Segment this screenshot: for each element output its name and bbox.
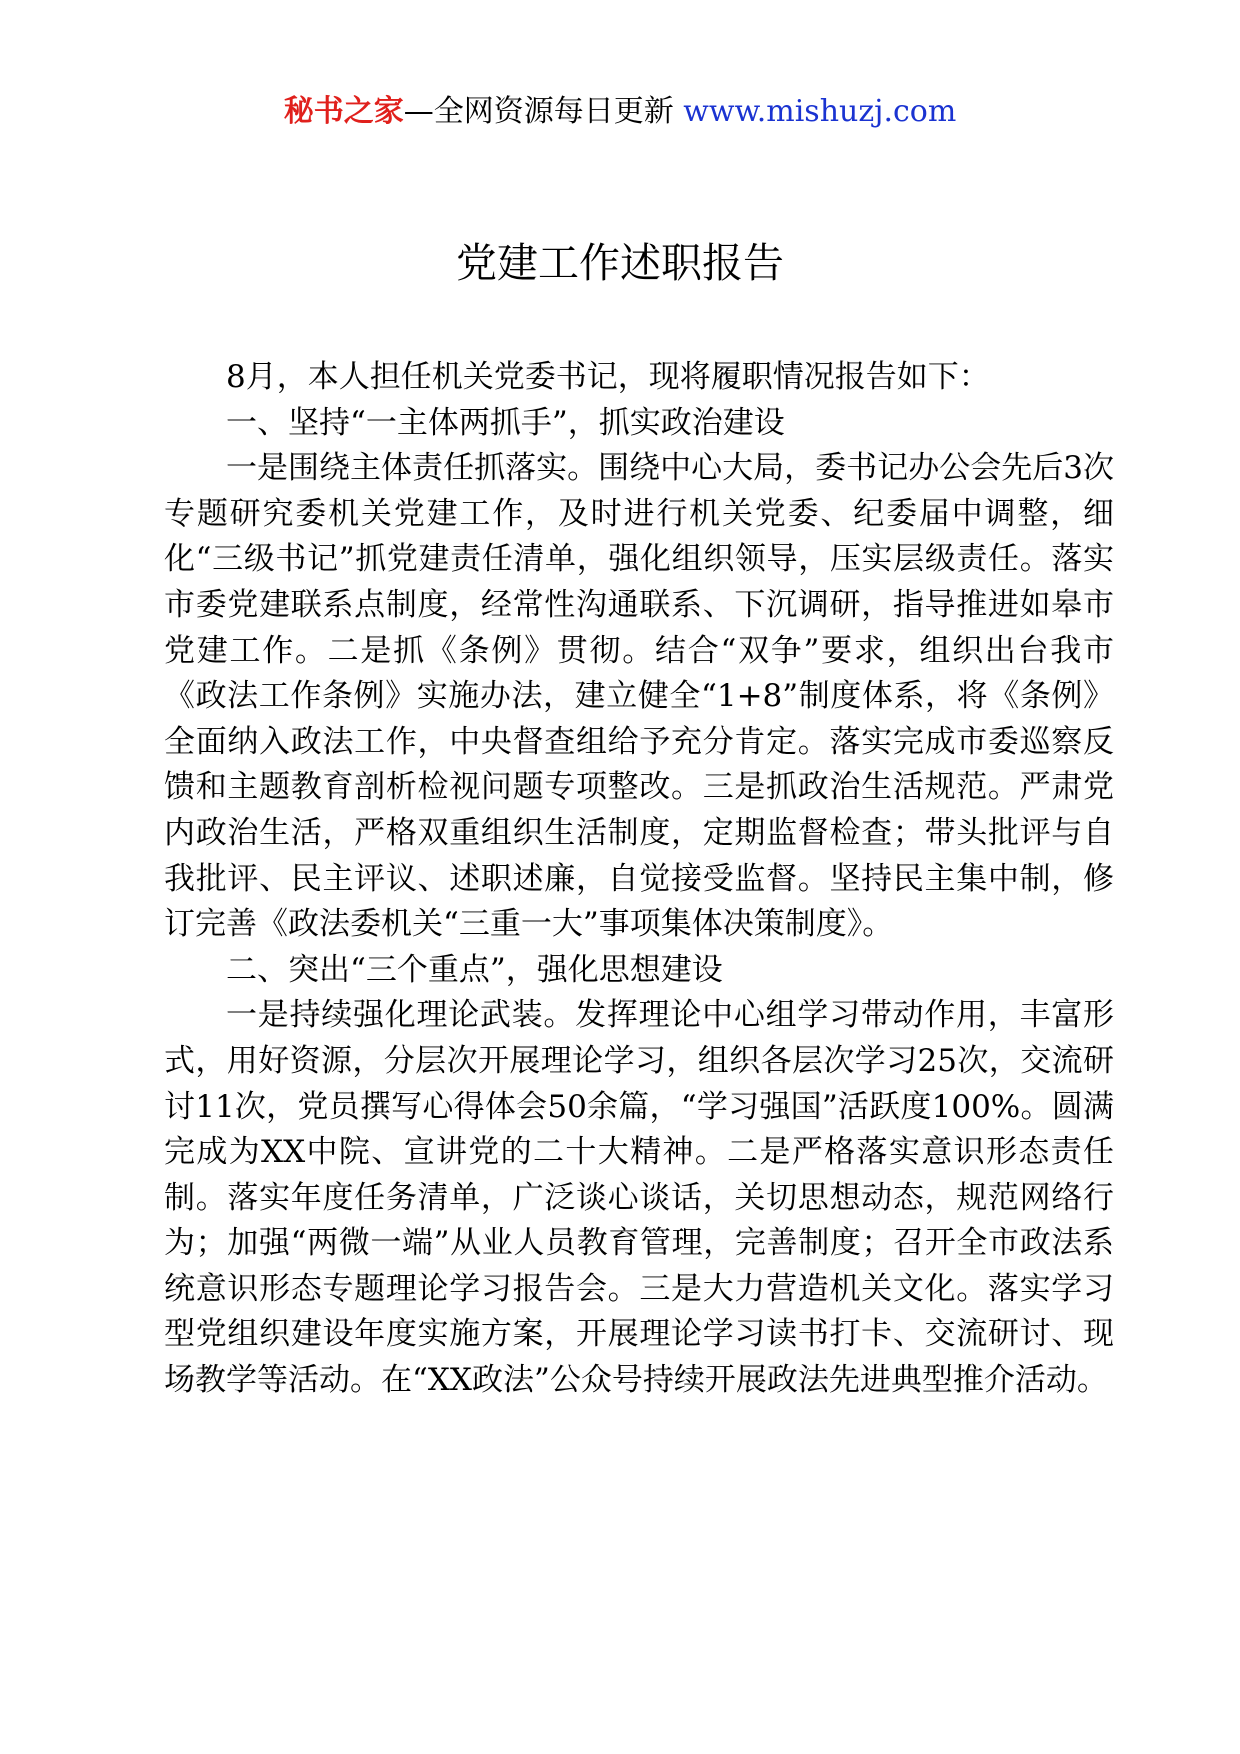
section-heading-1: 一、坚持“一主体两抓手”，抓实政治建设 — [226, 404, 785, 441]
site-url-link[interactable]: www.mishuzj.com — [683, 94, 957, 129]
site-tagline: —全网资源每日更新 — [403, 94, 684, 129]
document-body — [164, 355, 1114, 1404]
site-header — [0, 92, 1240, 132]
section-heading-2: 二、突出“三个重点”，强化思想建设 — [226, 951, 723, 988]
document-title: 党建工作述职报告 — [456, 239, 784, 287]
site-brand: 秘书之家 — [283, 94, 404, 129]
intro-paragraph: 8月，本人担任机关党委书记，现将履职情况报告如下： — [226, 359, 990, 395]
section-1-paragraph: 一是围绕主体责任抓落实。围绕中心大局，委书记办公会先后3次专题研究委机关党建工作，及时进行机关党委、纪委届中调整，细化“三级书记”抓党建责任清单，强化组织领导，压实层级责任。落实市委党建联系点制度，经常性沟通联系、下沉调研，指导推进如皋市党建工作。二是抓《条例》贯彻。结合“双争”要求，组织出台我市《政法工作条例》实施办法，建立健全“1+8”制度体系，将《条例》全面纳入政法工作，中央督查组给予充分肯定。落实完成市委巡察反馈和主题教育剖析检视问题专项整改。三是抓政治生活规范。严肃党内政治生活，严格双重组织生活制度，定期监督检查；带头批评与自我批评、民主评议、述职述廉，自觉接受监督。坚持民主集中制，修订完善《政法委机关“三重一大”事项集体决策制度》。 — [164, 450, 1114, 943]
section-2-paragraph: 一是持续强化理论武装。发挥理论中心组学习带动作用，丰富形式，用好资源，分层次开展理论学习，组织各层次学习25次，交流研讨11次，党员撰写心得体会50余篇，“学习强国”活跃度100%。圆满完成为XX中院、宣讲党的二十大精神。二是严格落实意识形态责任制。落实年度任务清单，广泛谈心谈话，关切思想动态，规范网络行为；加强“两微一端”从业人员教育管理，完善制度；召开全市政法系统意识形态专题理论学习报告会。三是大力营造机关文化。落实学习型党组织建设年度实施方案，开展理论学习读书打卡、交流研讨、现场教学等活动。在“XX政法”公众号持续开展政法先进典型推介活动。 — [164, 997, 1114, 1399]
